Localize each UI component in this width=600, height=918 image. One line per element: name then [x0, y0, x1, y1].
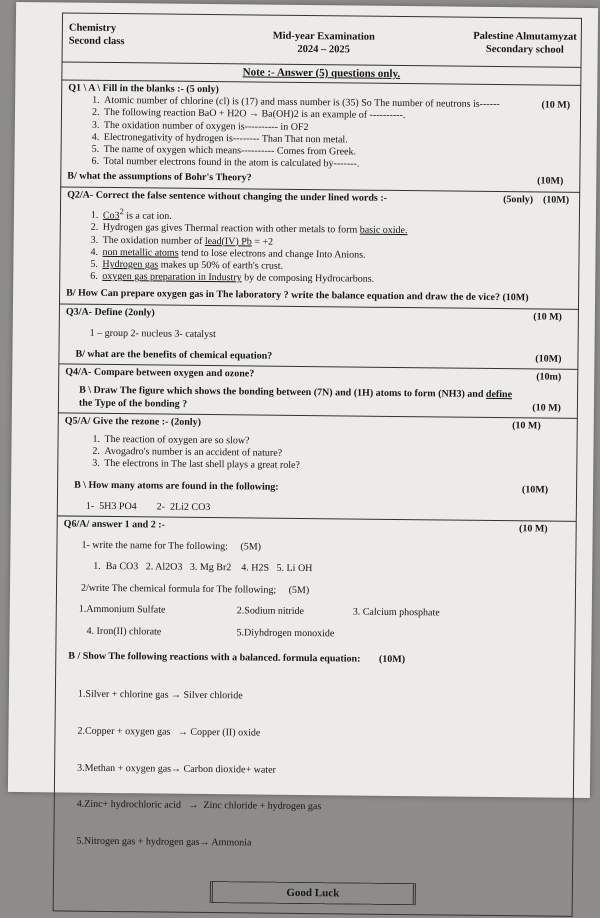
reaction-item: 2.Copper + oxygen gas → Copper (II) oxide: [77, 725, 261, 739]
q5-marks: (10 M): [512, 419, 541, 432]
exam-year: 2024 – 2025: [297, 43, 350, 56]
q2-item-6-underlined: oxygen gas preparation in Industry: [102, 271, 242, 284]
question-3: [58, 303, 579, 369]
q4-b-line2: the Type of the bonding ?: [78, 397, 188, 410]
note-text: Note :- Answer (5) questions only.: [242, 66, 401, 80]
header-left: [69, 22, 125, 49]
q3-terms: 1 – group 2- nucleus 3- catalyst: [89, 327, 216, 340]
q2-item-1-formula: Co3: [102, 210, 120, 222]
q4-b-marks: (10 M): [532, 401, 561, 414]
reaction-item: 1.Silver + chlorine gas → Silver chloride: [77, 689, 243, 702]
formula-item: 1.Ammonium Sulfate: [78, 603, 166, 616]
reaction-item: 3.Methan + oxygen gas→ Carbon dioxide+ water: [77, 762, 276, 776]
q2-item-4-text: tend to lose electrons and change Into Anions.: [178, 247, 366, 261]
q1-item: 2. The following reaction BaO + H2O → Ba(OH)2 is an example of ----------.: [102, 107, 574, 124]
q1-item: 5. The name of oxygen which means---------- Comes from Greek.: [102, 144, 574, 161]
q1-item: 4. Electronegativity of hydrogen is-------- Than That non metal.: [102, 132, 574, 149]
school-name: Palestine Almutamyzat: [473, 30, 577, 43]
q1-item: 1. Atomic number of chlorine (cl) is (17) and mass number is (35) So The number of neutrons is------: [102, 95, 574, 112]
exam-title: Mid-year Examination: [272, 30, 375, 43]
q6-b-marks: (10M): [378, 653, 406, 665]
q5-item: 2. Avogadro's number is an accident of nature?: [102, 446, 570, 463]
q2-item-2-underlined: basic oxide.: [359, 224, 408, 237]
q3-marks: (10 M): [533, 310, 562, 323]
class-level: Second class: [68, 35, 125, 48]
good-luck-text: Good Luck: [286, 887, 340, 900]
q6-part1-list: 1. Ba CO3 2. Al2O3 3. Mg Br2 4. H2S 5. Li OH: [93, 561, 313, 575]
q6-b: B / Show The following reactions with a balanced. formula equation:: [68, 650, 361, 665]
exam-paper: [8, 2, 598, 900]
q6-title: Q6/A/ answer 1 and 2 :-: [63, 518, 165, 531]
exam-header: [62, 12, 582, 66]
q2-item-5-underlined: Hydrogen gas: [102, 258, 159, 271]
q1-title: Q1 \ A \ Fill in the blanks :- (5 only): [68, 82, 219, 96]
q2-item-1-text: is a cat ion.: [123, 210, 172, 222]
q2-marks: (10M): [542, 194, 570, 206]
question-6: [53, 515, 577, 917]
q1-b: B/ what the assumptions of Bohr's Theory?: [67, 170, 252, 184]
q2-item-1-charge: 2: [119, 206, 124, 216]
q5-compounds: 1- 5H3 PO4 2- 2Li2 CO3: [85, 500, 211, 513]
reaction-item: 4.Zinc+ hydrochloric acid → Zinc chloride + hydrogen gas: [76, 798, 322, 813]
question-5: [57, 412, 578, 521]
q1-marks: (10 M): [541, 99, 571, 111]
formula-item: 5.Diyhdrogen monoxide: [236, 627, 335, 640]
good-luck-box: [210, 882, 416, 906]
q5-item: 1. The reaction of oxygen are so slow?: [103, 434, 571, 451]
reactions-list: [60, 665, 568, 878]
q2-title: Q2/A- Correct the false sentence without changing the under lined words :-: [67, 189, 388, 204]
q4-title: Q4/A- Compare between oxygen and ozone?: [65, 366, 255, 380]
q2-item-3-text: The oxidation number of: [102, 234, 205, 247]
q5-item: 3. The electrons in The last shell plays a great role?: [102, 458, 570, 475]
formula-item: 3. Calcium phosphate: [352, 606, 440, 619]
q5-b-marks: (10M): [521, 483, 549, 496]
header-center: [259, 30, 389, 57]
question-4: [58, 364, 578, 418]
subject: Chemistry: [68, 22, 117, 35]
q3-title: Q3/A- Define (2only): [65, 306, 155, 319]
q2-item-3-tail: = +2: [251, 236, 274, 248]
q2-item-2-text: Hydrogen gas gives Thermal reaction with other metals to form: [102, 222, 360, 236]
q2-b: B/ How Can prepare oxygen gas in The laboratory ? write the balance equation and draw the de vice? (10M): [66, 287, 529, 304]
q1-b-marks: (10M): [537, 175, 564, 188]
q3-b-marks: (10M): [535, 353, 562, 365]
question-1: [60, 79, 581, 191]
formula-item: 2.Sodium nitride: [236, 605, 305, 617]
school-type: Secondary school: [485, 43, 564, 56]
q2-item-3-underlined: lead(IV) Pb: [204, 235, 252, 248]
q6-part1: 1- write the name for The following: (5M): [81, 539, 262, 553]
exam-frame: [54, 12, 582, 900]
q4-b-define: define: [485, 389, 513, 401]
q1-item: 6. Total number electrons found in the atom is calculated by-------.: [101, 156, 573, 173]
q4-b-line1: B \ Draw The figure which shows the bonding between (7N) and (1H) atoms to form (NH3) and: [79, 385, 486, 401]
q2-choice: (5only): [503, 193, 534, 206]
q5-title: Q5/A/ Give the rezone :- (2only): [64, 415, 202, 428]
q6-part2: 2/write The chemical formula for The following; (5M): [80, 582, 310, 596]
q5-b: B \ How many atoms are found in the following:: [74, 479, 279, 493]
q2-item-4-underlined: non metallic atoms: [102, 246, 179, 259]
q6-marks: (10 M): [518, 523, 548, 535]
question-2: [59, 186, 580, 308]
q3-b: B/ what are the benefits of chemical equation?: [75, 348, 273, 362]
q1-item: 3. The oxidation number of oxygen is---------- in OF2: [102, 119, 574, 136]
q2-item-5-text: makes up 50% of earth's crust.: [158, 259, 284, 272]
q2-item-6-text: by de composing Hydrocarbons.: [241, 272, 375, 285]
reaction-item: 5.Nitrogen gas + hydrogen gas→ Ammonia: [76, 835, 252, 849]
q4-marks: (10m): [536, 371, 562, 383]
header-right: [473, 30, 577, 57]
formula-item: 4. Iron(II) chlorate: [86, 625, 162, 638]
